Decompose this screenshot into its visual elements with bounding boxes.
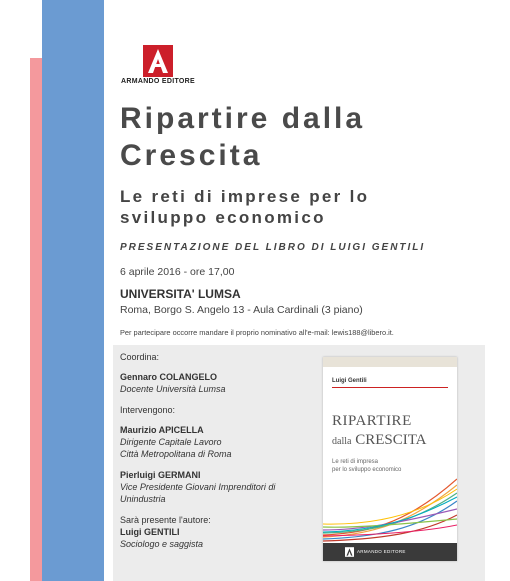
subtitle-line-1: Le reti di imprese per lo	[120, 187, 370, 206]
publisher-name: ARMANDO EDITORE	[121, 78, 195, 85]
speaker-role: Dirigente Capitale Lavoro	[120, 437, 222, 447]
publisher-logo	[118, 45, 198, 85]
author-label: Sarà presente l'autore:	[120, 515, 211, 525]
author-entry	[120, 514, 275, 550]
event-address: Roma, Borgo S. Angelo 13 - Aula Cardinali (3 piano)	[120, 304, 363, 316]
speakers-label: Intervengono:	[120, 405, 176, 415]
book-cover	[323, 357, 457, 561]
speaker-role: Vice Presidente Giovani Imprenditori di	[120, 482, 276, 492]
registration-note: Per partecipare occorre mandare il proprio nominativo all'e-mail: lewis188@libero.it.	[120, 328, 394, 337]
armando-logo-icon	[345, 547, 354, 557]
book-title-big: CRESCITA	[355, 432, 427, 448]
speaker-entry	[120, 424, 275, 460]
book-top-band	[323, 357, 457, 367]
presentation-heading: PRESENTAZIONE DEL LIBRO DI LUIGI GENTILI	[120, 242, 426, 253]
growth-lines-graphic	[323, 475, 457, 543]
book-title-small: dalla	[332, 436, 352, 447]
title-line-1: Ripartire dalla	[120, 102, 366, 135]
main-title	[120, 100, 365, 174]
author-name: Luigi GENTILI	[120, 527, 180, 537]
armando-logo-icon	[143, 45, 173, 77]
book-subtitle-line-1: Le reti di impresa	[332, 459, 379, 465]
program-list	[120, 351, 275, 559]
book-footer	[323, 543, 457, 561]
book-title-line-1: RIPARTIRE	[332, 413, 412, 429]
speaker-name: Maurizio APICELLA	[120, 425, 204, 435]
subtitle	[120, 186, 369, 228]
subtitle-line-2: sviluppo economico	[120, 208, 326, 227]
book-author: Luigi Gentili	[332, 378, 367, 384]
moderator-name: Gennaro COLANGELO	[120, 372, 218, 382]
book-publisher: ARMANDO EDITORE	[357, 549, 406, 554]
event-venue: UNIVERSITA' LUMSA	[120, 287, 241, 301]
speaker-name: Pierluigi GERMANI	[120, 470, 201, 480]
author-role: Sociologo e saggista	[120, 539, 204, 549]
book-subtitle	[332, 458, 401, 474]
book-subtitle-line-2: per lo sviluppo economico	[332, 467, 402, 473]
title-line-2: Crescita	[120, 139, 263, 172]
moderator-label: Coordina:	[120, 352, 160, 362]
speaker-role: Città Metropolitana di Roma	[120, 449, 232, 459]
book-divider	[332, 387, 448, 388]
speaker-entry	[120, 469, 275, 505]
moderator-entry	[120, 371, 275, 395]
moderator-role: Docente Università Lumsa	[120, 384, 226, 394]
blue-decorative-stripe	[42, 0, 104, 581]
speaker-role: Unindustria	[120, 494, 166, 504]
book-title-line-2	[332, 432, 427, 449]
event-date: 6 aprile 2016 - ore 17,00	[120, 266, 235, 278]
